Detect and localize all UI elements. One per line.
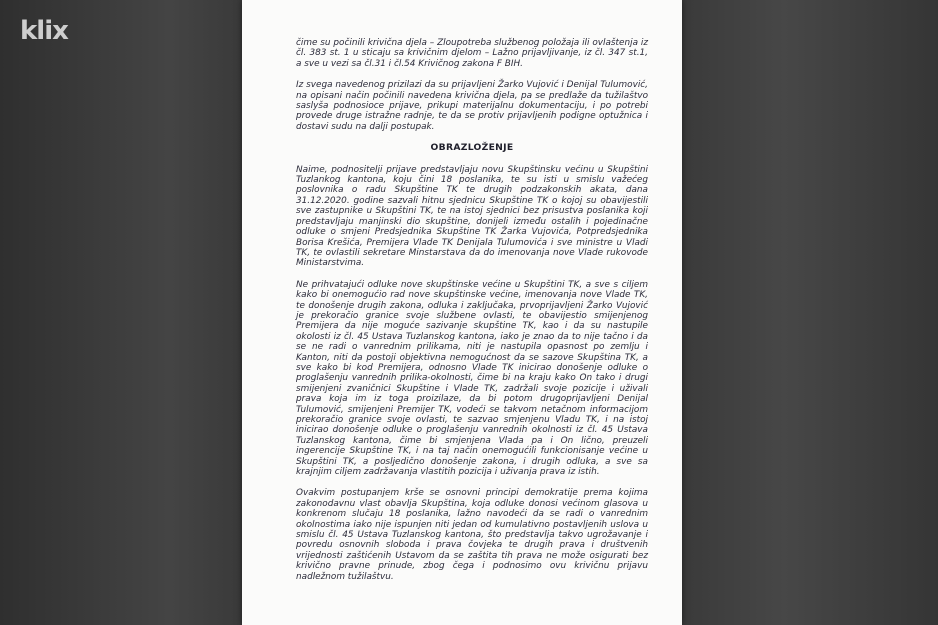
klix-logo: klix: [20, 16, 68, 46]
document-body: [296, 38, 648, 582]
paragraph-conclusion: Ovakvim postupanjem krše se osnovni principi demokratije prema kojima zakonodavnu vlast obavlja Skupština, koja odluke donosi većinom glasova u konkrenom slučaju 18 poslanika, lažno navodeći da se radi o vanrednim okolnostima iako nije ispunjen niti jedan od kumulativno postavljenih uslova u smislu čl. 45 Ustava Tuzlanskog kantona, što predstavlja takvo ugrožavanje i povredu osnovnih sloboda i prava čovjeka te drugih prava i društvenih vrijednosti zaštićenih Ustavom da se zaštita tih prava ne može osigurati bez krivično pravne prinude, zbog čega i podnosimo ovu krivičnu prijavu nadležnom tužilaštvu.: [296, 488, 648, 582]
paragraph-charges: čime su počinili krivična djela – Zloupotreba službenog položaja ili ovlaštenja iz čl. 383 st. 1 u sticaju sa krivičnim djelom – Lažno prijavljivanje, iz čl. 347 st.1, a sve u vezi sa čl.31 i čl.54 Krivičnog zakona F BIH.: [296, 38, 648, 69]
section-heading: OBRAZLOŽENJE: [430, 142, 514, 154]
paragraph-background: Naime, podnositelji prijave predstavljaju novu Skupštinsku većinu u Skupštini Tuzlankog kantona, koju čini 18 poslanika, te su isti u smislu važećeg poslovnika o radu Skupštine TK te drugih podzakonskih akata, dana 31.12.2020. godine sazvali hitnu sjednicu Skupštine TK o kojoj su obavijestili sve zastupnike u Skupštini TK, te na istoj sjednici bez prisustva poslanika koji predstavljaju manjinski dio skupštine, donijeli između ostalih i pojedinačne odluke o smjeni Predsjednika Skupštine TK Žarka Vujovića, Potpredsjednika Borisa Krešića, Premijera Vlade TK Denijala Tulumovića i sve ministre u Vladi TK, te ovlastili sekretare Minstarstava da do imenovanja nove Vlade rukovode Ministarstvima.: [296, 164, 648, 269]
background-left: [0, 0, 242, 625]
paragraph-proposal: Iz svega navedenog prizilazi da su prijavljeni Žarko Vujović i Denijal Tulumović, na opisani način počinili navedena krivična djela, pa se predlaže da tužilaštvo saslуša podnosioce prijave, prikupi materijalnu dokumentaciju, i po potrebi provede druge istražne radnje, te da se protiv prijavljenih podigne optužnica i dostavi sudu na dalji postupak.: [296, 80, 648, 132]
paragraph-facts: Ne prihvatajući odluke nove skupštinske većine u Skupštini TK, a sve s ciljem kako bi onemogućio rad nove skupštinske većine, imenovanja nove Vlade TK, te donošenje drugih zakona, odluka i zaključaka, prvoprijavljeni Žarko Vujović je prekoračio granice svoje službene ovlasti, te obavijestio smijenjenog Premijera da nije moguće sazivanje skupštine TK, kao i da su nastupile okolosti iz čl. 45 Ustava Tuzlanskog kantona, iako je znao da to nije tačno i da se ne radi o vanrednim prilikama, niti je nastupila opasnost po zemlju i Kanton, niti da postoji objektivna nemogućnost da se sazove Skupština TK, a sve kako bi kod Premijera, odnosno Vlade TK inicirao donošenje odluke o proglašenju vanrednih prilika-okolnosti, čime bi na kraju kako On tako i drugi smijenjeni zvaničnici Skupštine i Vlade TK, zadržali svoje pozicije i uživali prava koja im iz toga proizilaze, da bi potom drugoprijavljeni Denijal Tulumović, smijenjeni Premijer TK, vodeći se takvom netačnom informacijom prekoračio granice svoje ovlasti, te sazvao smjenjenu Vladu TK, i na istoj inicirao donošenje odluke o proglašenju vanrednih okolnosti iz čl. 45 Ustava Tuzlanskog kantona, čime bi smjenjena Vlada pa i On lično, preuzeli ingerencije Skupštine TK, i na taj način onemogućili funkcionisanje većine u Skupštini TK, a posljedično donošenje zakona, i drugih odluka, a sve sa krajnjim ciljem zadržavanja vlastitih pozicija i uživanja prava iz istih.: [296, 279, 648, 478]
background-right: [682, 0, 938, 625]
document-page: [242, 0, 682, 625]
